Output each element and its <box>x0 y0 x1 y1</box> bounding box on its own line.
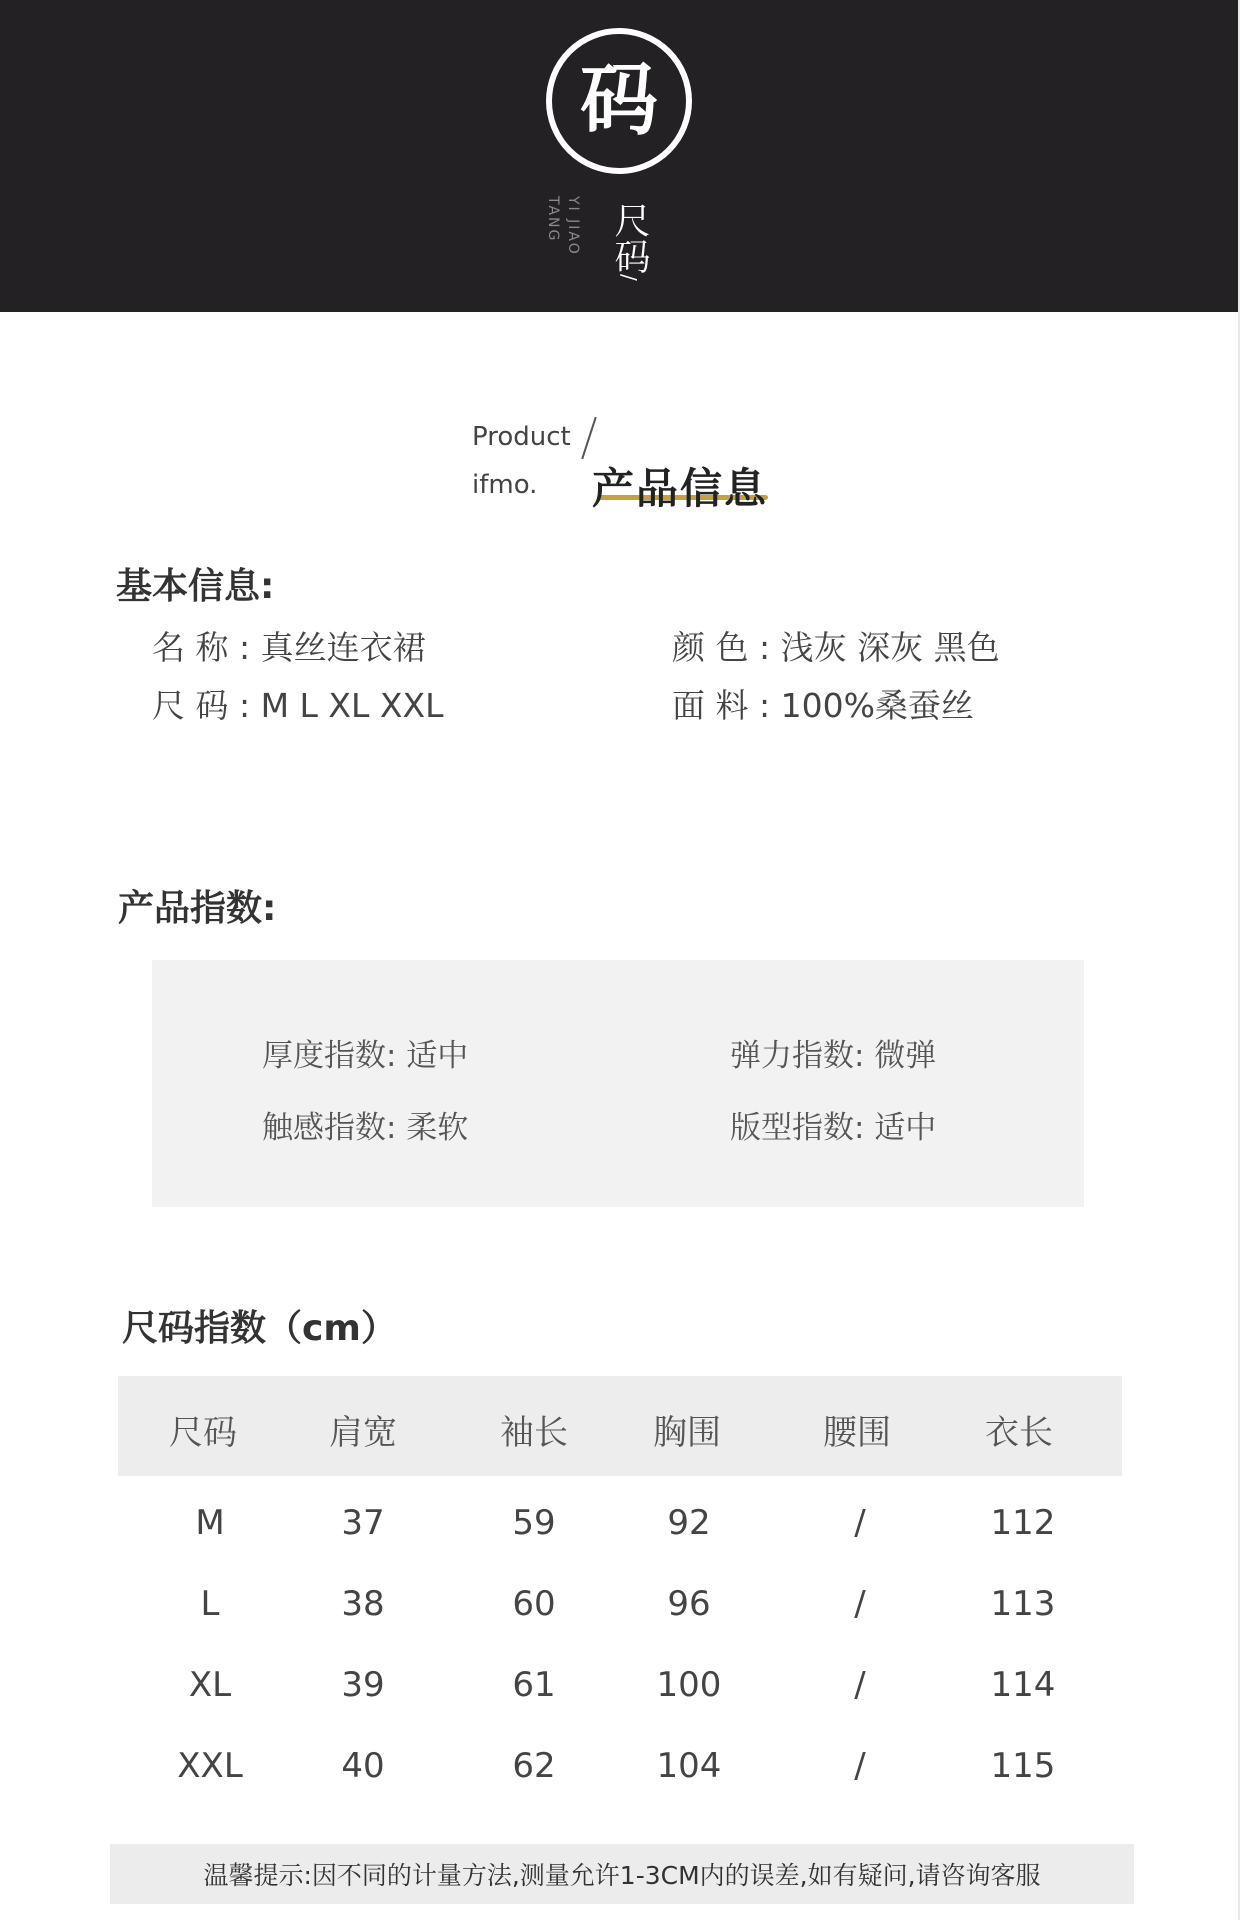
logo-circle <box>546 28 692 174</box>
table-cell: M <box>195 1503 225 1543</box>
table-cell: 115 <box>990 1746 1056 1786</box>
table-cell: 60 <box>512 1584 556 1624</box>
page-title: 产品信息 <box>592 464 769 513</box>
table-cell: 114 <box>990 1665 1056 1705</box>
info-fabric: 面 料 : 100%桑蚕丝 <box>672 686 974 725</box>
info-color: 颜 色 : 浅灰 深灰 黑色 <box>672 628 1000 667</box>
size-table-title: 尺码指数（cm） <box>122 1308 397 1349</box>
heading-en-line-2: ifmo. <box>472 470 538 500</box>
table-cell: 104 <box>656 1746 722 1786</box>
table-cell: 61 <box>512 1665 556 1705</box>
table-cell: / <box>854 1665 866 1705</box>
brand-text <box>545 196 605 266</box>
logo-glyph: 码 <box>579 56 658 146</box>
info-size: 尺 码 : M L XL XXL <box>152 686 444 725</box>
basic-info-title: 基本信息: <box>116 566 275 607</box>
tip-text: 温馨提示:因不同的计量方法,测量允许1-3CM内的误差,如有疑问,请咨询客服 <box>203 1861 1041 1890</box>
index-elasticity: 弹力指数: 微弹 <box>730 1038 937 1074</box>
heading-slash-divider <box>581 417 596 459</box>
table-cell: / <box>854 1746 866 1786</box>
table-cell: 96 <box>667 1584 711 1624</box>
index-thickness: 厚度指数: 适中 <box>262 1038 469 1074</box>
table-cell: 39 <box>341 1665 385 1705</box>
table-header-cell: 衣长 <box>985 1413 1053 1453</box>
tip-bar <box>110 1844 1134 1904</box>
table-header-cell: 尺码 <box>169 1413 237 1453</box>
info-name: 名 称 : 真丝连衣裙 <box>152 628 426 667</box>
table-header-cell: 胸围 <box>653 1413 721 1453</box>
table-cell: 100 <box>656 1665 722 1705</box>
header-banner <box>0 0 1240 312</box>
table-cell: XXL <box>177 1746 243 1786</box>
table-header-cell: 腰围 <box>823 1413 891 1453</box>
table-cell: 38 <box>341 1584 385 1624</box>
table-cell: 113 <box>990 1584 1056 1624</box>
table-cell: 59 <box>512 1503 556 1543</box>
table-cell: L <box>200 1584 220 1624</box>
index-fit: 版型指数: 适中 <box>730 1110 937 1146</box>
table-cell: / <box>854 1584 866 1624</box>
vertical-title-slash: / <box>617 273 641 281</box>
heading-en-line-1: Product <box>472 422 571 452</box>
table-cell: 40 <box>341 1746 385 1786</box>
table-cell: / <box>854 1503 866 1543</box>
table-cell: 112 <box>990 1503 1056 1543</box>
table-cell: 92 <box>667 1503 711 1543</box>
brand-line-2: YI JIAO <box>565 196 581 256</box>
table-header-cell: 袖长 <box>500 1413 568 1453</box>
table-header-cell: 肩宽 <box>329 1413 397 1453</box>
table-cell: 37 <box>341 1503 385 1543</box>
table-cell: XL <box>188 1665 232 1705</box>
product-index-title: 产品指数: <box>118 888 277 929</box>
product-index-box <box>152 960 1084 1207</box>
table-cell: 62 <box>512 1746 556 1786</box>
index-touch: 触感指数: 柔软 <box>262 1110 469 1146</box>
vertical-title-text: 尺码 <box>609 201 650 274</box>
vertical-title <box>609 176 658 306</box>
brand-line-1: TANG <box>545 196 561 243</box>
